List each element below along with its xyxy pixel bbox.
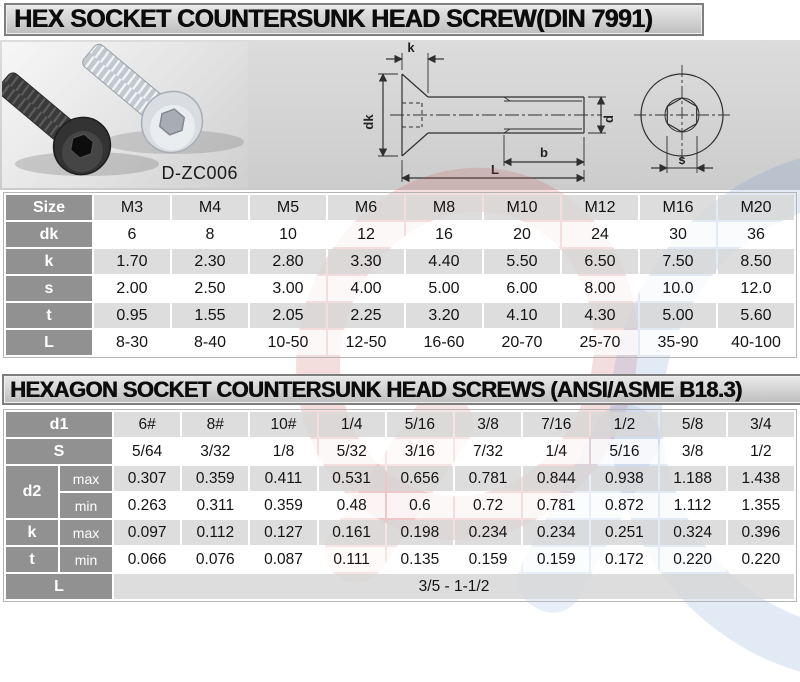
din-value-cell-L-M5: 10-50 [250,330,326,355]
ansi-value-cell-d1-0: 6# [114,412,180,437]
ansi-sub-label-d2-max: max [60,466,112,491]
ansi-length-range-cell: 3/5 - 1-1/2 [114,574,794,599]
din-value-cell-k-M12: 6.50 [562,249,638,274]
ansi-table-body [6,412,794,599]
ansi-value-cell-d2-min-3: 0.48 [319,493,385,518]
ansi-title: HEXAGON SOCKET COUNTERSUNK HEAD SCREWS (ANSI/ASME B18.3) [10,376,742,402]
din-value-cell-t-M10: 4.10 [484,303,560,328]
ansi-value-cell-d1-5: 3/8 [455,412,521,437]
din-value-cell-L-M8: 16-60 [406,330,482,355]
din-value-cell-dk-M4: 8 [172,222,248,247]
ansi-value-cell-d1-9: 3/4 [728,412,794,437]
ansi-row-label-S: S [6,439,112,464]
din-value-cell-L-M3: 8-30 [94,330,170,355]
din-value-cell-s-M6: 4.00 [328,276,404,301]
ansi-row-d2 [6,466,794,491]
din-row-dk [6,222,794,247]
din-value-cell-t-M20: 5.60 [718,303,794,328]
din-row-Size [6,195,794,220]
din-value-cell-t-M6: 2.25 [328,303,404,328]
ansi-value-cell-t-6: 0.159 [523,547,589,572]
dim-label-s: s [678,152,686,167]
photo-code-label: D-ZC006 [161,163,238,183]
din-value-cell-L-M6: 12-50 [328,330,404,355]
din-row-k [6,249,794,274]
ansi-value-cell-d2-4: 0.656 [387,466,453,491]
din-row-label-k: k [6,249,92,274]
ansi-sub-label-d2-min: min [60,493,112,518]
din-size-cell-M20: M20 [718,195,794,220]
din-value-cell-s-M8: 5.00 [406,276,482,301]
ansi-value-cell-t-2: 0.087 [250,547,316,572]
ansi-sub-label-k-max: max [60,520,112,545]
ansi-value-cell-k-7: 0.251 [591,520,657,545]
ansi-value-cell-S-9: 1/2 [728,439,794,464]
ansi-value-cell-d2-2: 0.411 [250,466,316,491]
din-value-cell-L-M4: 8-40 [172,330,248,355]
ansi-value-cell-d1-8: 5/8 [660,412,726,437]
ansi-value-cell-k-9: 0.396 [728,520,794,545]
ansi-value-cell-S-3: 5/32 [319,439,385,464]
din-value-cell-L-M20: 40-100 [718,330,794,355]
ansi-title-bar [2,374,800,405]
ansi-value-cell-d1-1: 8# [182,412,248,437]
dim-label-L: L [491,162,499,177]
ansi-value-cell-d2-min-8: 1.112 [660,493,726,518]
ansi-value-cell-d2-9: 1.438 [728,466,794,491]
ansi-value-cell-t-4: 0.135 [387,547,453,572]
ansi-value-cell-k-6: 0.234 [523,520,589,545]
ansi-value-cell-d2-min-4: 0.6 [387,493,453,518]
din-title-bar [4,3,704,36]
ansi-value-cell-t-8: 0.220 [660,547,726,572]
din-value-cell-s-M20: 12.0 [718,276,794,301]
din-value-cell-dk-M12: 24 [562,222,638,247]
din-value-cell-s-M4: 2.50 [172,276,248,301]
ansi-row-label-d1: d1 [6,412,112,437]
ansi-row-t [6,547,794,572]
din-size-cell-M10: M10 [484,195,560,220]
ansi-row-d1 [6,412,794,437]
ansi-value-cell-d2-min-9: 1.355 [728,493,794,518]
ansi-value-cell-t-5: 0.159 [455,547,521,572]
dim-label-k: k [407,40,415,55]
din-size-cell-M16: M16 [640,195,716,220]
ansi-value-cell-t-1: 0.076 [182,547,248,572]
ansi-value-cell-t-0: 0.066 [114,547,180,572]
din-row-label-s: s [6,276,92,301]
din-value-cell-dk-M20: 36 [718,222,794,247]
ansi-value-cell-d2-min-1: 0.311 [182,493,248,518]
ansi-row-label-L: L [6,574,112,599]
din-value-cell-dk-M8: 16 [406,222,482,247]
din-value-cell-t-M8: 3.20 [406,303,482,328]
ansi-value-cell-d1-7: 1/2 [591,412,657,437]
ansi-value-cell-d2-7: 0.938 [591,466,657,491]
ansi-row-label-k: k [6,520,58,545]
technical-drawing-svg [252,40,798,190]
ansi-value-cell-d2-min-7: 0.872 [591,493,657,518]
din-value-cell-dk-M5: 10 [250,222,326,247]
din-title: HEX SOCKET COUNTERSUNK HEAD SCREW(DIN 7991) [14,5,653,33]
din-value-cell-L-M16: 35-90 [640,330,716,355]
din-value-cell-k-M4: 2.30 [172,249,248,274]
din-value-cell-L-M12: 25-70 [562,330,638,355]
ansi-value-cell-S-0: 5/64 [114,439,180,464]
ansi-row-S [6,439,794,464]
din-size-cell-M6: M6 [328,195,404,220]
ansi-value-cell-d1-3: 1/4 [319,412,385,437]
din-row-label-L: L [6,330,92,355]
din-value-cell-k-M10: 5.50 [484,249,560,274]
din-size-cell-M5: M5 [250,195,326,220]
ansi-value-cell-t-3: 0.111 [319,547,385,572]
ansi-value-cell-d1-2: 10# [250,412,316,437]
ansi-value-cell-d2-0: 0.307 [114,466,180,491]
ansi-row-label-t: t [6,547,58,572]
dim-label-d: d [601,115,616,123]
din-row-t [6,303,794,328]
din-table-body [6,195,794,355]
din-value-cell-dk-M10: 20 [484,222,560,247]
din-row-L [6,330,794,355]
ansi-value-cell-S-6: 1/4 [523,439,589,464]
ansi-value-cell-S-4: 3/16 [387,439,453,464]
din-value-cell-t-M5: 2.05 [250,303,326,328]
technical-drawing [252,40,798,190]
din-value-cell-L-M10: 20-70 [484,330,560,355]
din-value-cell-t-M3: 0.95 [94,303,170,328]
dim-label-dk: dk [361,114,376,130]
din-value-cell-dk-M3: 6 [94,222,170,247]
ansi-value-cell-d1-6: 7/16 [523,412,589,437]
ansi-value-cell-d2-1: 0.359 [182,466,248,491]
din-value-cell-k-M8: 4.40 [406,249,482,274]
din-row-label-Size: Size [6,195,92,220]
ansi-value-cell-t-9: 0.220 [728,547,794,572]
din-value-cell-s-M3: 2.00 [94,276,170,301]
din-value-cell-t-M4: 1.55 [172,303,248,328]
ansi-value-cell-S-7: 5/16 [591,439,657,464]
ansi-value-cell-d2-min-0: 0.263 [114,493,180,518]
din-value-cell-k-M3: 1.70 [94,249,170,274]
din-value-cell-s-M10: 6.00 [484,276,560,301]
ansi-value-cell-d2-min-2: 0.359 [250,493,316,518]
ansi-row-L [6,574,794,599]
din-row-s [6,276,794,301]
din-value-cell-s-M12: 8.00 [562,276,638,301]
product-photo [2,42,248,188]
media-band [0,40,800,190]
ansi-value-cell-k-5: 0.234 [455,520,521,545]
din-value-cell-k-M5: 2.80 [250,249,326,274]
ansi-table [4,410,796,601]
din-value-cell-dk-M6: 12 [328,222,404,247]
din-value-cell-s-M16: 10.0 [640,276,716,301]
ansi-value-cell-d2-min-5: 0.72 [455,493,521,518]
ansi-value-cell-S-2: 1/8 [250,439,316,464]
ansi-value-cell-d2-8: 1.188 [660,466,726,491]
din-table [4,193,796,357]
ansi-value-cell-t-7: 0.172 [591,547,657,572]
ansi-value-cell-d1-4: 5/16 [387,412,453,437]
ansi-value-cell-k-1: 0.112 [182,520,248,545]
din-value-cell-k-M6: 3.30 [328,249,404,274]
din-value-cell-dk-M16: 30 [640,222,716,247]
din-value-cell-s-M5: 3.00 [250,276,326,301]
din-size-cell-M3: M3 [94,195,170,220]
ansi-value-cell-k-2: 0.127 [250,520,316,545]
ansi-value-cell-d2-5: 0.781 [455,466,521,491]
ansi-value-cell-S-8: 3/8 [660,439,726,464]
ansi-value-cell-k-8: 0.324 [660,520,726,545]
din-size-cell-M8: M8 [406,195,482,220]
din-size-cell-M4: M4 [172,195,248,220]
ansi-value-cell-d2-3: 0.531 [319,466,385,491]
din-value-cell-k-M20: 8.50 [718,249,794,274]
ansi-value-cell-k-4: 0.198 [387,520,453,545]
din-value-cell-k-M16: 7.50 [640,249,716,274]
ansi-value-cell-d2-min-6: 0.781 [523,493,589,518]
din-value-cell-t-M16: 5.00 [640,303,716,328]
dim-label-b: b [540,145,548,160]
din-value-cell-t-M12: 4.30 [562,303,638,328]
ansi-value-cell-k-0: 0.097 [114,520,180,545]
ansi-sub-label-t-min: min [60,547,112,572]
din-row-label-dk: dk [6,222,92,247]
ansi-value-cell-k-3: 0.161 [319,520,385,545]
ansi-value-cell-S-5: 7/32 [455,439,521,464]
ansi-row-min [6,493,794,518]
ansi-row-label-d2: d2 [6,466,58,518]
din-row-label-t: t [6,303,92,328]
ansi-row-k [6,520,794,545]
din-size-cell-M12: M12 [562,195,638,220]
ansi-value-cell-d2-6: 0.844 [523,466,589,491]
ansi-value-cell-S-1: 3/32 [182,439,248,464]
